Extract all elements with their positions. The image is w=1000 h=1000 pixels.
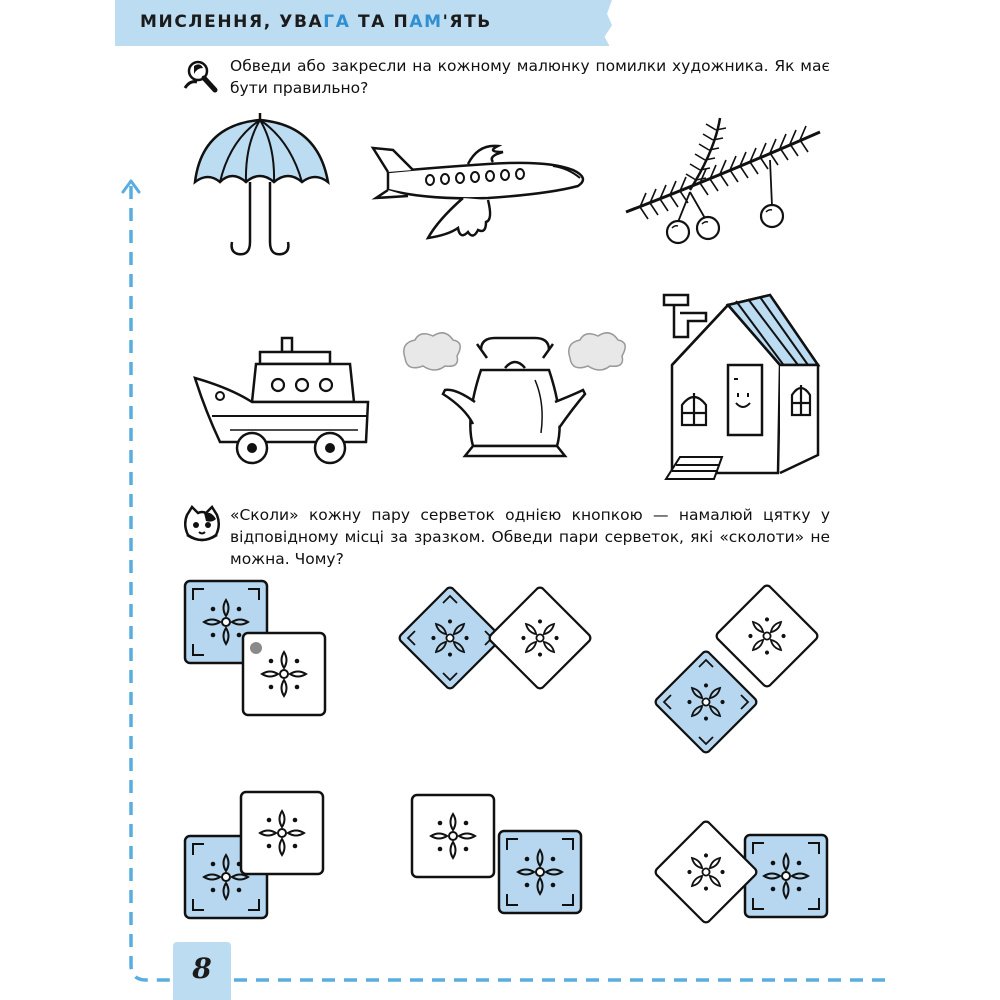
napkin-pair-3 [654, 584, 819, 754]
napkin-pair-5 [412, 795, 581, 913]
airplane-picture [368, 140, 590, 250]
napkin-pair-6 [654, 820, 827, 924]
task2-instruction: «Сколи» кожну пару серветок однією кнопкою — намалюй цятку у відповідному місці за зразком. Обведи пари серветок, які «сколоти» не можна. Чому? [230, 506, 830, 568]
pine-branch-picture [620, 110, 830, 250]
napkins-area [170, 570, 840, 930]
section-title: МИСЛЕННЯ, УВАГА ТА ПАМ'ЯТЬ [140, 12, 492, 32]
umbrella-picture [190, 110, 335, 260]
house-picture [658, 285, 828, 485]
napkin-pair-1 [185, 581, 325, 715]
magnifier-tool-icon [182, 56, 220, 94]
page-number: 8 [192, 952, 212, 985]
napkin-pair-2 [398, 586, 592, 690]
task1-instruction: Обведи або закресли на кожному малюнку помилки художника. Як має бути правильно? [230, 57, 830, 97]
steamship-on-wheels-picture [190, 330, 375, 470]
cat-face-icon [182, 505, 222, 545]
napkin-pair-4 [185, 792, 323, 918]
kettle-picture [395, 328, 630, 468]
